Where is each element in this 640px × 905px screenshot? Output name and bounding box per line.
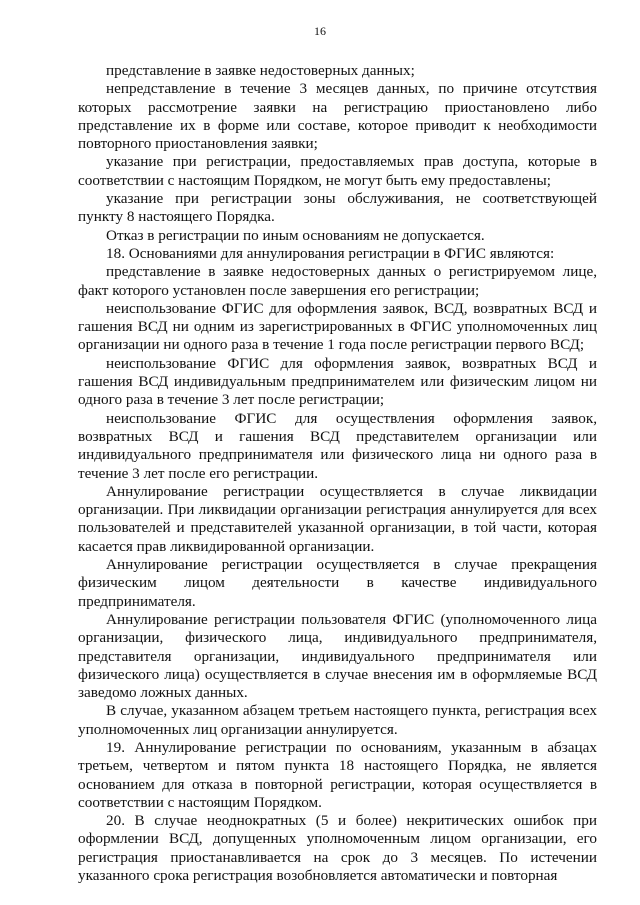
paragraph: представление в заявке недостоверных данных о регистрируемом лице, факт которого установлен после завершения его регистрации;	[78, 263, 597, 299]
paragraph: 19. Аннулирование регистрации по основаниям, указанным в абзацах третьем, четвертом и пятом пункта 18 настоящего Порядка, не является основанием для отказа в повторной регистрации, которая осуществляется в соответствии с настоящим Порядком.	[78, 738, 597, 811]
paragraph: Отказ в регистрации по иным основаниям не допускается.	[106, 226, 485, 244]
paragraph: неиспользование ФГИС для оформления заявок, ВСД, возвратных ВСД и гашения ВСД ни одним из зарегистрированных в ФГИС уполномоченных лиц организации ни одного раза в течение 1 года после регистрации первого ВСД;	[78, 299, 597, 354]
paragraph: указание при регистрации, предоставляемых прав доступа, которые в соответствии с настоящим Порядком, не могут быть ему предоставлены;	[78, 153, 597, 189]
paragraph: Аннулирование регистрации пользователя ФГИС (уполномоченного лица организации, физического лица, индивидуального предпринимателя, представителя организации, индивидуального предпринимателя или физического лица) осуществляется в случае внесения им в оформляемые ВСД заведомо ложных данных.	[78, 610, 597, 702]
paragraph: неиспользование ФГИС для осуществления оформления заявок, возвратных ВСД и гашения ВСД представителем организации или индивидуального предпринимателя или физического лица ни одного раза в течение 3 лет после его регистрации.	[78, 409, 597, 482]
paragraph: Аннулирование регистрации осуществляется в случае прекращения физическим лицом деятельности в качестве индивидуального предпринимателя.	[78, 556, 597, 610]
paragraph: непредставление в течение 3 месяцев данных, по причине отсутствия которых рассмотрение заявки на регистрацию приостановлено либо представление их в форме или составе, которое приводит к необходимости повторного приостановления заявки;	[78, 80, 597, 153]
paragraph: представление в заявке недостоверных данных;	[106, 62, 415, 79]
paragraph: Аннулирование регистрации осуществляется в случае ликвидации организации. При ликвидации организации регистрация аннулируется для всех пользователей и представителей указанной организации, в той части, которая касается прав ликвидированной организации.	[78, 482, 597, 555]
page-number: 16	[314, 24, 326, 38]
paragraph: неиспользование ФГИС для оформления заявок, возвратных ВСД и гашения ВСД индивидуальным предпринимателем или физическим лицом ни одного раза в течение 3 лет после регистрации;	[78, 354, 597, 409]
paragraph: В случае, указанном абзацем третьем настоящего пункта, регистрация всех уполномоченных лиц организации аннулируется.	[78, 702, 597, 738]
document-body	[78, 62, 597, 885]
paragraph: указание при регистрации зоны обслуживания, не соответствующей пункту 8 настоящего Порядка.	[78, 190, 597, 226]
section-heading-paragraph: 18. Основаниями для аннулирования регистрации в ФГИС являются:	[106, 244, 555, 262]
paragraph: 20. В случае неоднократных (5 и более) некритических ошибок при оформлении ВСД, допущенных уполномоченным лицом организации, его регистрация приостанавливается на срок до 3 месяцев. По истечении указанного срока регистрация возобновляется автоматически и повторная	[78, 812, 597, 885]
